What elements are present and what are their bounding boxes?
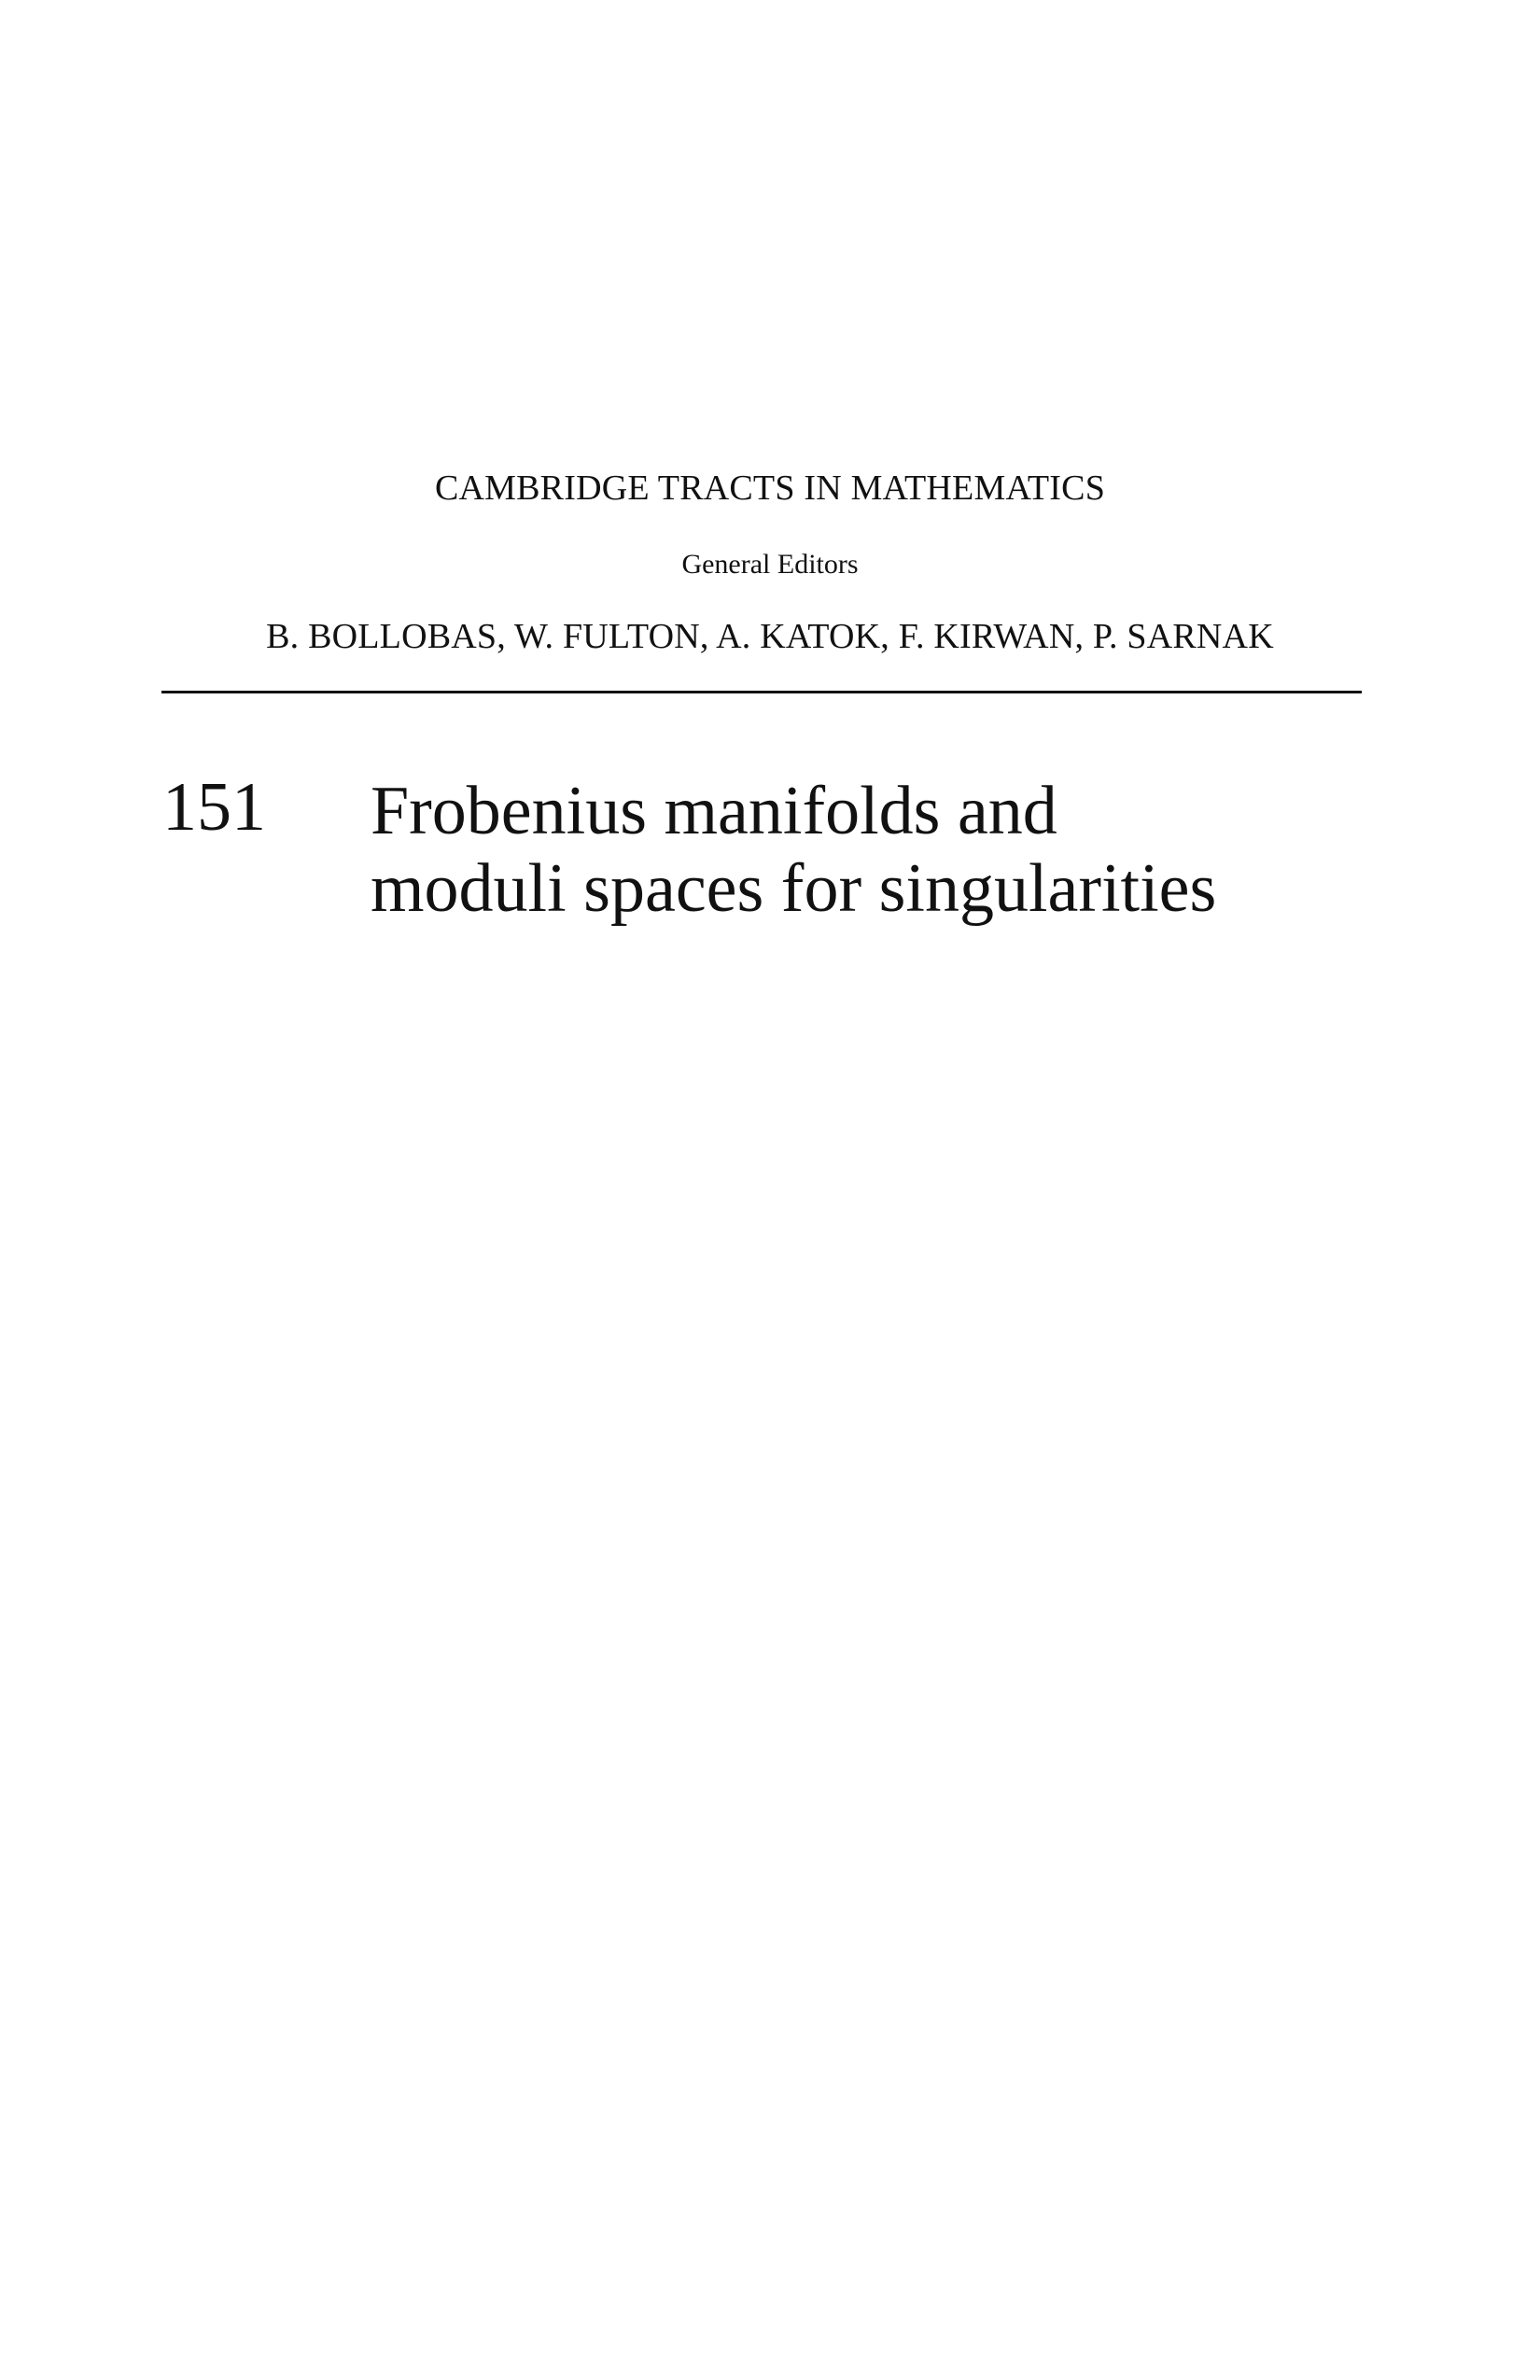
general-editors-heading: General Editors: [681, 549, 859, 580]
horizontal-rule: [161, 691, 1362, 693]
book-title-line-1: Frobenius manifolds and: [371, 773, 1057, 849]
book-title-line-2: moduli spaces for singularities: [371, 850, 1217, 927]
book-title: [371, 773, 1216, 928]
editors-list: B. BOLLOBAS, W. FULTON, A. KATOK, F. KIRWAN, P. SARNAK: [266, 617, 1274, 656]
volume-number: 151: [162, 769, 266, 846]
series-title: CAMBRIDGE TRACTS IN MATHEMATICS: [434, 469, 1106, 508]
